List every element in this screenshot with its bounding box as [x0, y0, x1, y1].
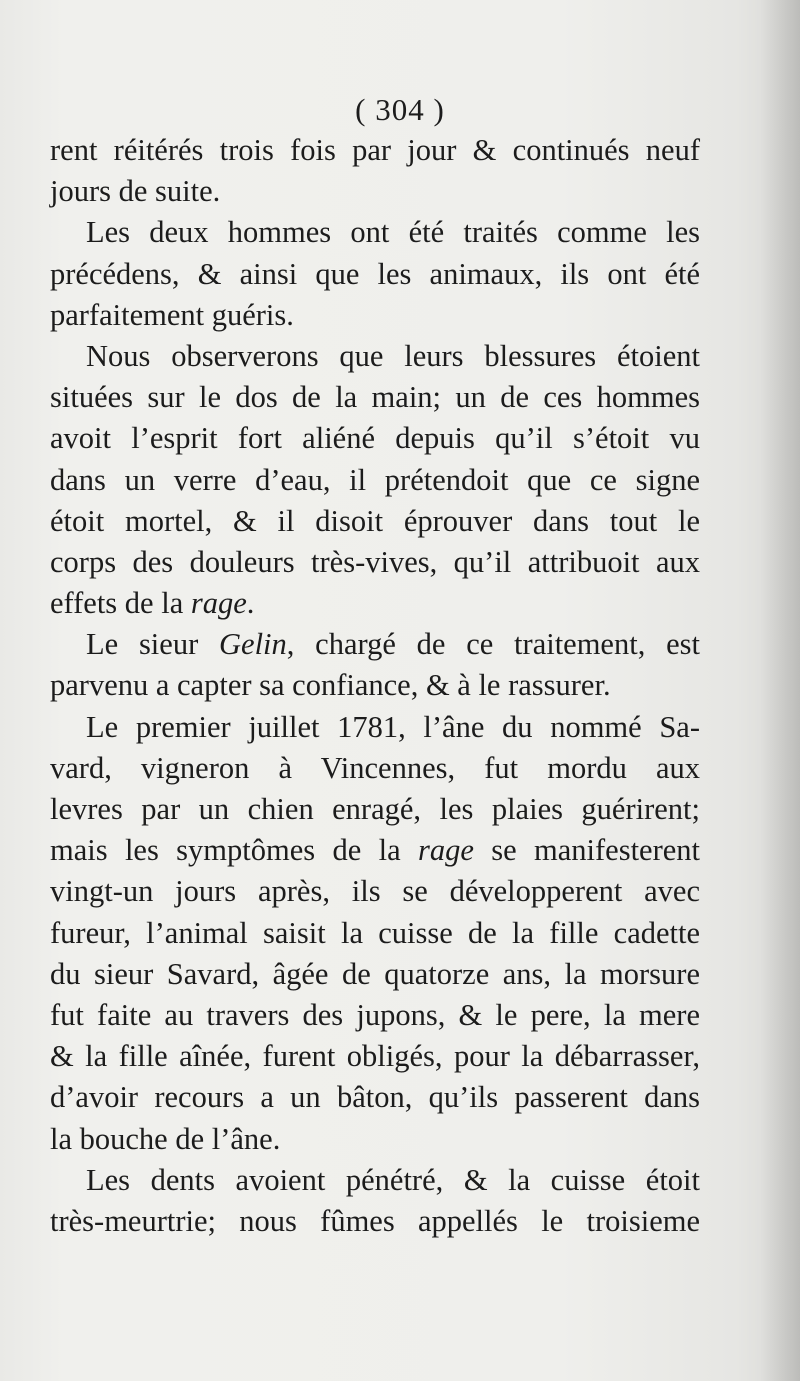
italic-word: rage: [417, 833, 474, 868]
text-line: [50, 830, 700, 871]
text-line: Le premier juillet 1781, l’âne du nommé Sa-: [86, 709, 700, 744]
text-line: dans un verre d’eau, il prétendoit que ce signe: [50, 462, 700, 497]
page-edge-shadow: [760, 0, 800, 1381]
text-line-start: Le sieur: [86, 627, 219, 662]
text-line: la bouche de l’âne.: [50, 1121, 281, 1156]
text-line: avoit l’esprit fort aliéné depuis qu’il s’étoit vu: [50, 421, 700, 456]
text-line: fureur, l’animal saisit la cuisse de la fille cadette: [50, 915, 700, 950]
text-line: étoit mortel, & il disoit éprouver dans tout le: [50, 503, 700, 538]
text-line: très-meurtrie; nous fûmes appellés le troisieme: [50, 1203, 700, 1238]
text-line-end: se manifesterent: [473, 833, 700, 868]
text-line: du sieur Savard, âgée de quatorze ans, la morsure: [50, 956, 700, 991]
text-line: Les deux hommes ont été traités comme les: [86, 215, 700, 250]
text-line: parvenu a capter sa confiance, & à le rassurer.: [50, 668, 611, 703]
italic-word: Gelin: [219, 627, 287, 662]
text-line: précédens, & ainsi que les animaux, ils ont été: [50, 256, 700, 291]
text-line: Nous observerons que leurs blessures étoient: [86, 338, 700, 373]
text-line: fut faite au travers des jupons, & le pere, la mere: [50, 997, 700, 1032]
page-number: ( 304 ): [355, 92, 445, 127]
body-text: [50, 130, 700, 1242]
text-line-start: effets de la: [50, 586, 191, 621]
text-line: [50, 583, 700, 624]
text-line: situées sur le dos de la main; un de ces hommes: [50, 380, 700, 415]
text-line-end: , chargé de ce traitement, est: [286, 627, 700, 662]
text-line: & la fille aînée, furent obligés, pour la débarrasser,: [50, 1039, 700, 1074]
text-line: levres par un chien enragé, les plaies guérirent;: [50, 792, 700, 826]
text-line-start: mais les symptômes de la: [50, 833, 418, 868]
text-line: vingt-un jours après, ils se développerent avec: [50, 874, 700, 909]
text-line: d’avoir recours a un bâton, qu’ils passerent dans: [50, 1080, 700, 1115]
text-line: [50, 624, 700, 665]
text-line-end: .: [246, 586, 255, 621]
text-line: rent réitérés trois fois par jour & continués neuf: [50, 133, 700, 167]
text-line: parfaitement guéris.: [50, 297, 294, 332]
text-line: corps des douleurs très-vives, qu’il attribuoit aux: [50, 544, 700, 579]
text-line: Les dents avoient pénétré, & la cuisse étoit: [86, 1162, 700, 1197]
italic-word: rage: [190, 586, 247, 621]
text-line: vard, vigneron à Vincennes, fut mordu aux: [50, 750, 700, 785]
text-line: jours de suite.: [50, 174, 221, 209]
